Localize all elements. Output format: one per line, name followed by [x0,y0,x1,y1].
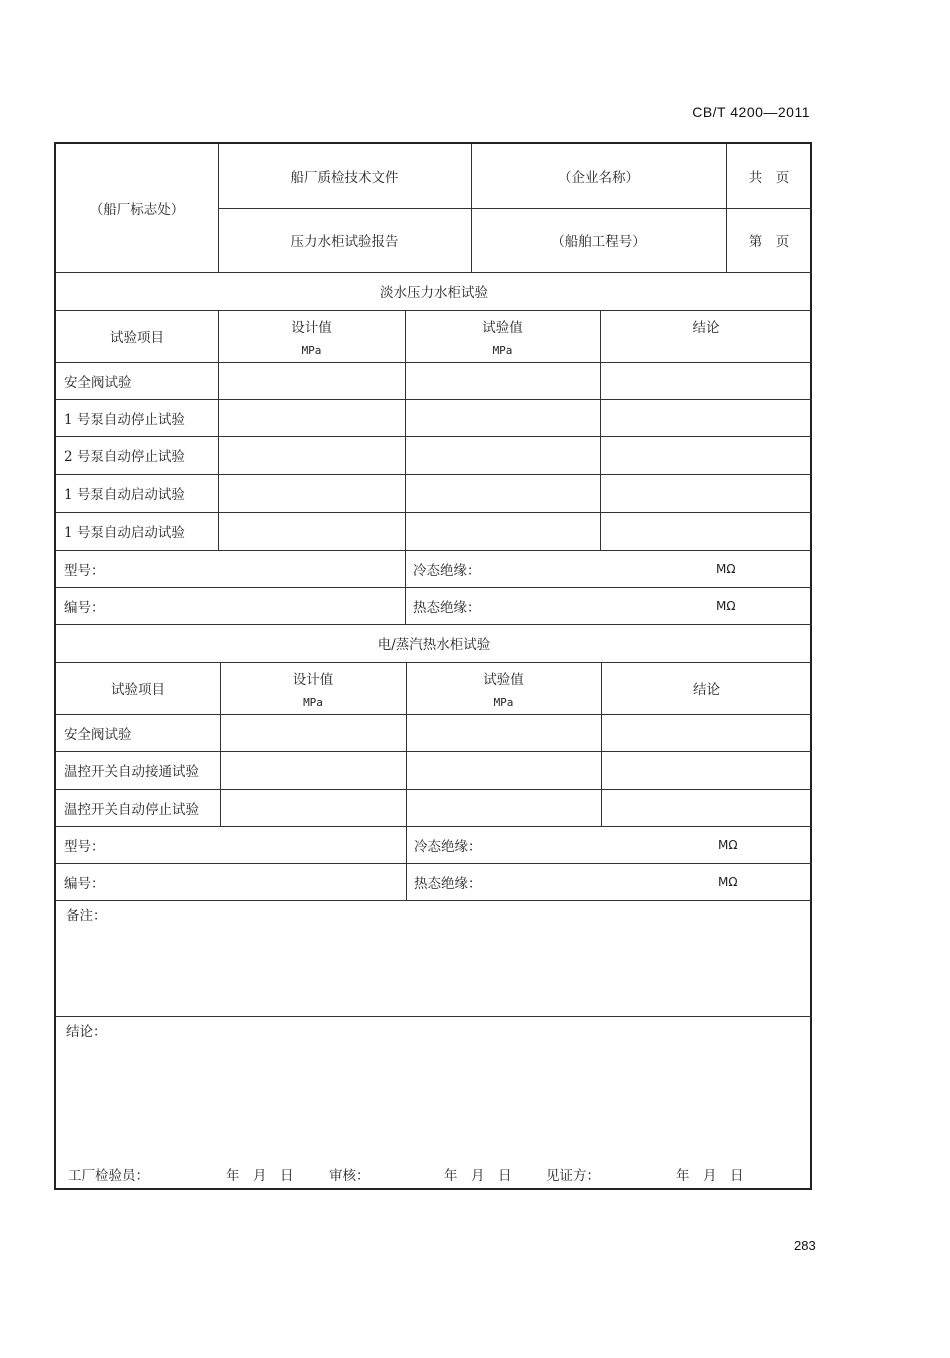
s2-cold-insulation: 冷态绝缘： [414,838,482,855]
s2-col-design-label: 设计值 [292,671,334,688]
s2-row-label: 温控开关自动接通试验 [64,764,199,780]
s1-col-test-label: 试验值 [482,319,523,336]
s2-col-test-unit: MPa [493,695,514,709]
conclusion-label: 结论： [66,1024,107,1040]
witness-date: 年 月 日 [676,1168,744,1184]
s1-col-test-unit: MPa [492,343,513,357]
s2-col-item: 试验项目 [111,682,165,698]
witness-label: 见证方： [546,1168,600,1184]
s2-serial: 编号： [64,875,105,892]
s1-col-conclusion: 结论 [692,320,720,336]
s1-cold-insulation: 冷态绝缘： [413,562,481,579]
remarks-label: 备注： [66,908,107,924]
section1-title: 淡水压力水柜试验 [380,285,488,301]
s2-col-test-label: 试验值 [483,671,524,688]
report-title: 压力水柜试验报告 [290,234,399,250]
total-pages: 共 页 [748,170,790,186]
s1-row-label: 1 号泵自动启动试验 [64,487,185,503]
report-form [54,142,812,1190]
s1-cold-unit: MΩ [716,562,736,576]
s2-model: 型号： [64,838,105,855]
inspector-date: 年 月 日 [226,1168,294,1184]
s1-hot-unit: MΩ [716,599,736,613]
s1-hot-insulation: 热态绝缘： [413,599,481,616]
s2-cold-unit: MΩ [718,838,738,852]
shipyard-logo-area: （船厂标志处） [89,202,185,218]
section2-title: 电/蒸汽热水柜试验 [377,637,491,653]
s1-row-label: 安全阀试验 [64,374,132,391]
s2-hot-unit: MΩ [718,875,738,889]
s1-col-item: 试验项目 [110,330,164,346]
s2-col-design-unit: MPa [303,695,323,709]
s1-col-design-label: 设计值 [291,319,332,336]
s2-row-label: 温控开关自动停止试验 [64,801,199,818]
s2-col-conclusion: 结论 [693,682,720,698]
s1-model: 型号： [64,562,105,579]
doc-type: 船厂质检技术文件 [290,170,399,186]
reviewer-date: 年 月 日 [444,1168,512,1184]
s1-row-label: 1 号泵自动启动试验 [64,525,185,541]
page-number: 283 [794,1238,816,1253]
s1-row-label: 1 号泵自动停止试验 [64,411,185,428]
s2-col-test [406,662,601,714]
page-no: 第 页 [748,234,790,250]
ship-project-no: （船舶工程号） [551,234,646,250]
s1-row-label: 2 号泵自动停止试验 [64,449,185,465]
s1-serial: 编号： [64,599,105,616]
s1-col-design [218,310,405,362]
s1-col-test [405,310,600,362]
s1-col-design-unit: MPa [301,343,322,357]
reviewer-label: 审核： [329,1168,370,1184]
inspector-label: 工厂检验员： [68,1168,149,1184]
s2-row-label: 安全阀试验 [64,726,132,743]
company-name: （企业名称） [558,170,639,186]
standard-code: CB/T 4200—2011 [692,104,810,120]
s2-hot-insulation: 热态绝缘： [414,875,482,892]
s2-col-design [220,662,406,714]
